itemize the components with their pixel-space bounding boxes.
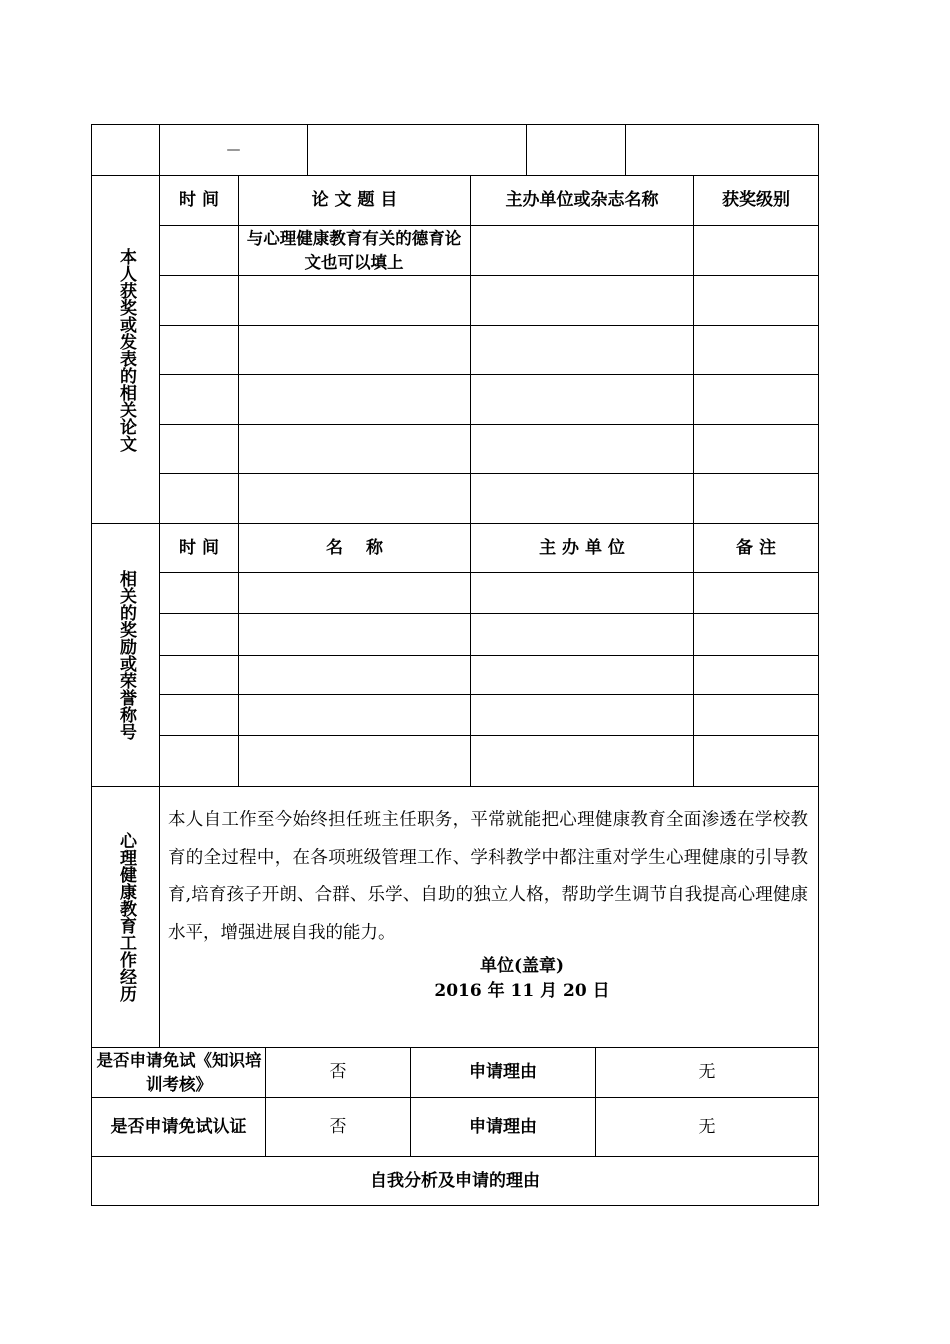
papers-side-label: 本人获奖或发表的相关论文 [116,247,136,452]
papers-header-level: 获奖级别 [722,190,790,210]
papers-header-org: 主办单位或杂志名称 [505,190,659,210]
exempt-cert-reason-label: 申请理由 [469,1116,537,1137]
exempt-cert-reason: 无 [698,1116,716,1137]
exempt-training-reason-label: 申请理由 [469,1062,537,1082]
exempt-training-reason: 无 [698,1062,716,1082]
top-row-dash: — [226,141,241,158]
honors-side-label: 相关的奖励或荣誉称号 [116,570,136,740]
signature-date: 2016 年 11 月 20 日 [434,980,610,1001]
honors-header-time: 时 间 [179,537,219,558]
experience-paragraph: 本人自工作至今始终担任班主任职务，平常就能把心理健康教育全面渗透在学校教育的全过程中，在各项班级管理工作、学科教学中都注重对学生心理健康的引导教育,培育孩子开朗、合群、乐学、自助的独立人格，帮助学生调节自我提高心理健康水平，增强进展自我的能力。 [168,810,808,943]
honors-header-name: 名 称 [326,537,383,558]
exempt-training-answer: 否 [329,1062,347,1082]
exempt-cert-label: 是否申请免试认证 [110,1116,247,1137]
honors-header-org: 主 办 单 位 [539,537,625,558]
papers-header-title: 论 文 题 目 [311,190,398,210]
self-analysis-label: 自我分析及申请的理由 [370,1170,540,1191]
papers-note: 与心理健康教育有关的德育论文也可以填上 [246,228,462,272]
exempt-training-label: 是否申请免试《知识培训考核》 [96,1050,262,1094]
honors-header-remark: 备 注 [736,537,776,558]
experience-side-label: 心理健康教育工作经历 [116,832,136,1002]
papers-header-time: 时 间 [179,190,219,210]
exempt-cert-answer: 否 [329,1116,347,1137]
unit-seal-label: 单位(盖章) [479,955,565,976]
